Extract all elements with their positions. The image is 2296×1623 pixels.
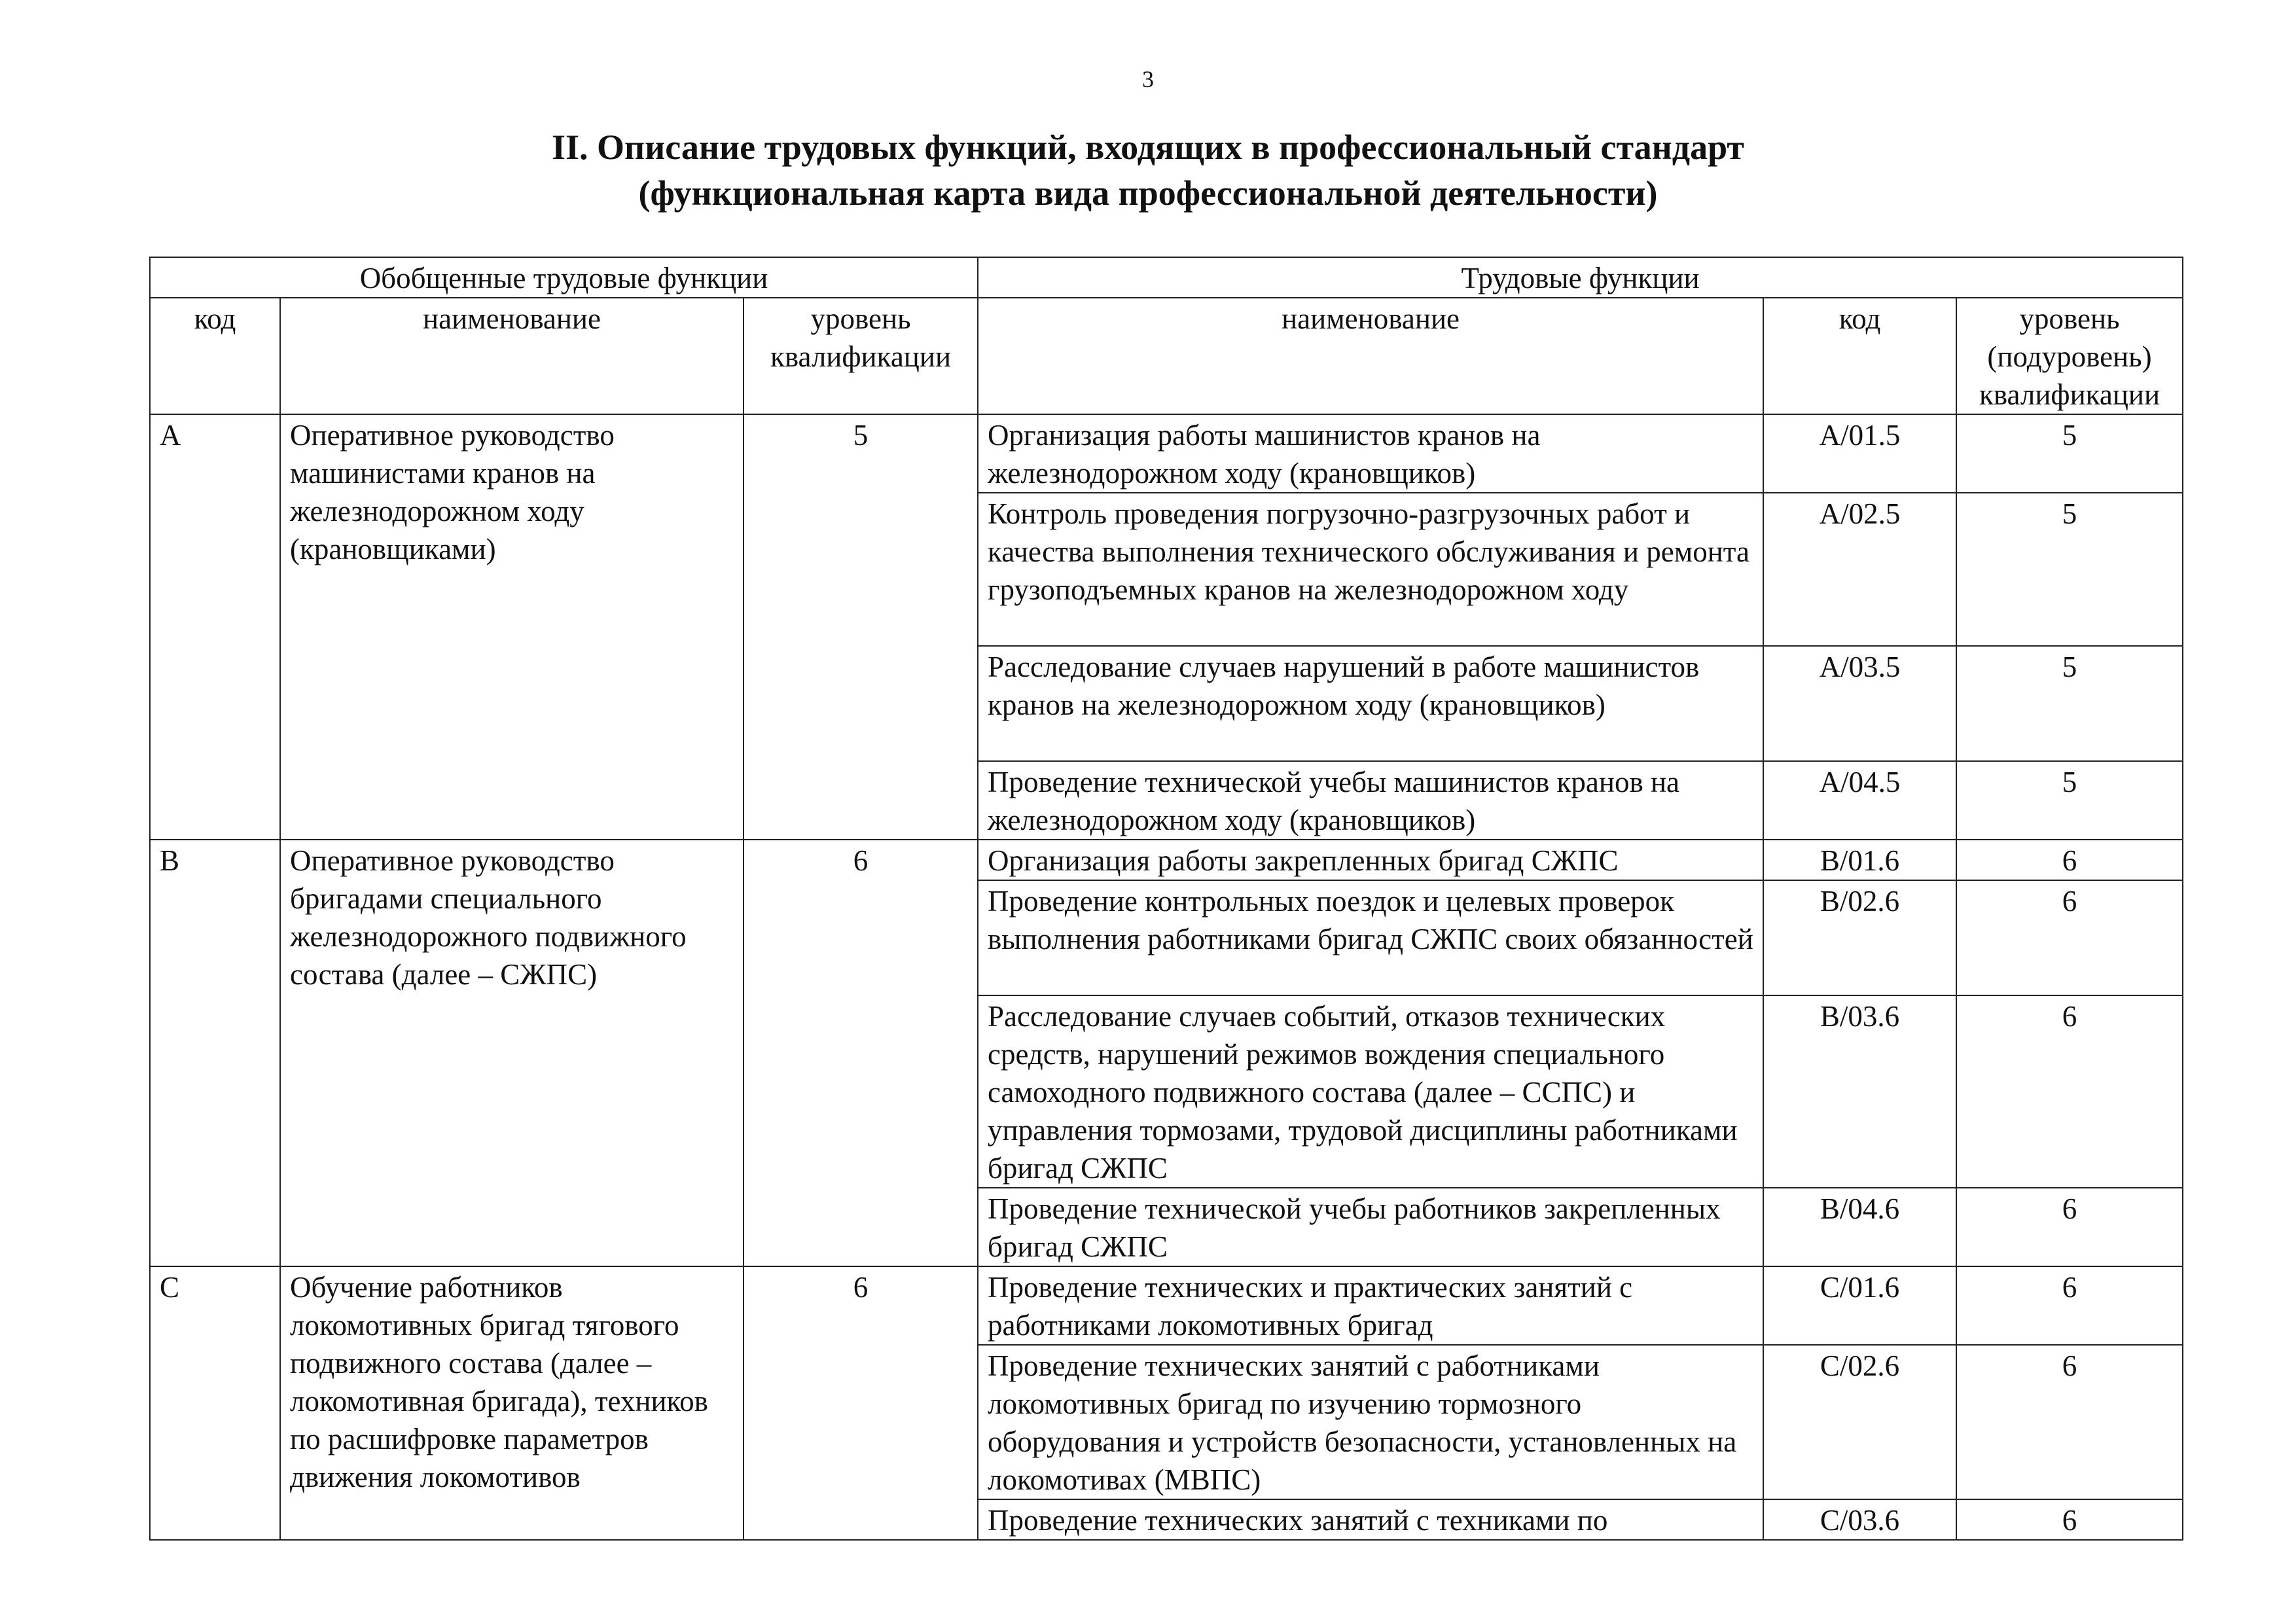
table-row	[150, 414, 2183, 493]
function-name: Проведение технической учебы машинистов кранов на железнодорожном ходу (крановщиков)	[978, 761, 1763, 840]
group-code: B	[150, 840, 280, 1266]
function-name: Проведение технических и практических занятий с работниками локомотивных бригад	[978, 1266, 1763, 1345]
group-level: 5	[744, 414, 978, 840]
group-header-row	[150, 257, 2183, 298]
function-name: Проведение технических занятий с техниками по	[978, 1499, 1763, 1540]
function-name: Организация работы машинистов кранов на железнодорожном ходу (крановщиков)	[978, 414, 1763, 493]
function-level: 6	[1956, 1266, 2183, 1345]
function-code: B/02.6	[1763, 880, 1956, 995]
table-row	[150, 840, 2183, 880]
function-code: C/03.6	[1763, 1499, 1956, 1540]
gen-name-header: наименование	[280, 298, 744, 414]
group-code: A	[150, 414, 280, 840]
func-name-header: наименование	[978, 298, 1763, 414]
function-code: A/04.5	[1763, 761, 1956, 840]
function-level: 6	[1956, 880, 2183, 995]
function-code: A/02.5	[1763, 493, 1956, 646]
function-code: B/01.6	[1763, 840, 1956, 880]
group-level: 6	[744, 840, 978, 1266]
function-level: 6	[1956, 840, 2183, 880]
function-code: C/02.6	[1763, 1345, 1956, 1499]
section-title-line-2: (функциональная карта вида профессиональной деятельности)	[638, 173, 1658, 213]
table-row	[150, 1266, 2183, 1345]
page-number: 3	[1142, 66, 1154, 92]
functional-map-table	[149, 257, 2183, 1541]
labor-functions-header: Трудовые функции	[978, 257, 2183, 298]
function-code: B/03.6	[1763, 995, 1956, 1188]
function-level: 6	[1956, 1345, 2183, 1499]
function-level: 5	[1956, 493, 2183, 646]
section-title-line-1: II. Описание трудовых функций, входящих в профессиональный стандарт	[552, 128, 1744, 167]
func-code-header: код	[1763, 298, 1956, 414]
gen-level-header: уровень квалификации	[744, 298, 978, 414]
function-level: 6	[1956, 1188, 2183, 1266]
function-code: B/04.6	[1763, 1188, 1956, 1266]
function-level: 5	[1956, 646, 2183, 761]
function-code: C/01.6	[1763, 1266, 1956, 1345]
function-name: Контроль проведения погрузочно-разгрузочных работ и качества выполнения технического обслуживания и ремонта грузоподъемных кранов на железнодорожном ходу	[978, 493, 1763, 646]
function-name: Расследование случаев нарушений в работе машинистов кранов на железнодорожном ходу (крановщиков)	[978, 646, 1763, 761]
group-level: 6	[744, 1266, 978, 1540]
function-level: 5	[1956, 761, 2183, 840]
function-level: 6	[1956, 1499, 2183, 1540]
function-level: 6	[1956, 995, 2183, 1188]
generalized-functions-header: Обобщенные трудовые функции	[150, 257, 978, 298]
func-level-header: уровень (подуровень) квалификации	[1956, 298, 2183, 414]
group-name: Оперативное руководство бригадами специального железнодорожного подвижного состава (далее – СЖПС)	[280, 840, 744, 1266]
function-name: Проведение технической учебы работников закрепленных бригад СЖПС	[978, 1188, 1763, 1266]
function-name: Проведение контрольных поездок и целевых проверок выполнения работниками бригад СЖПС своих обязанностей	[978, 880, 1763, 995]
function-name: Расследование случаев событий, отказов технических средств, нарушений режимов вождения специального самоходного подвижного состава (далее – ССПС) и управления тормозами, трудовой дисциплины работниками бригад СЖПС	[978, 995, 1763, 1188]
section-title	[0, 124, 2296, 216]
group-name: Обучение работников локомотивных бригад тягового подвижного состава (далее – локомотивная бригада), техников по расшифровке параметров движения локомотивов	[280, 1266, 744, 1540]
function-level: 5	[1956, 414, 2183, 493]
function-name: Организация работы закрепленных бригад СЖПС	[978, 840, 1763, 880]
group-name: Оперативное руководство машинистами кранов на железнодорожном ходу (крановщиками)	[280, 414, 744, 840]
gen-code-header: код	[150, 298, 280, 414]
function-code: A/01.5	[1763, 414, 1956, 493]
column-header-row	[150, 298, 2183, 414]
function-code: A/03.5	[1763, 646, 1956, 761]
group-code: C	[150, 1266, 280, 1540]
function-name: Проведение технических занятий с работниками локомотивных бригад по изучению тормозного оборудования и устройств безопасности, установленных на локомотивах (МВПС)	[978, 1345, 1763, 1499]
